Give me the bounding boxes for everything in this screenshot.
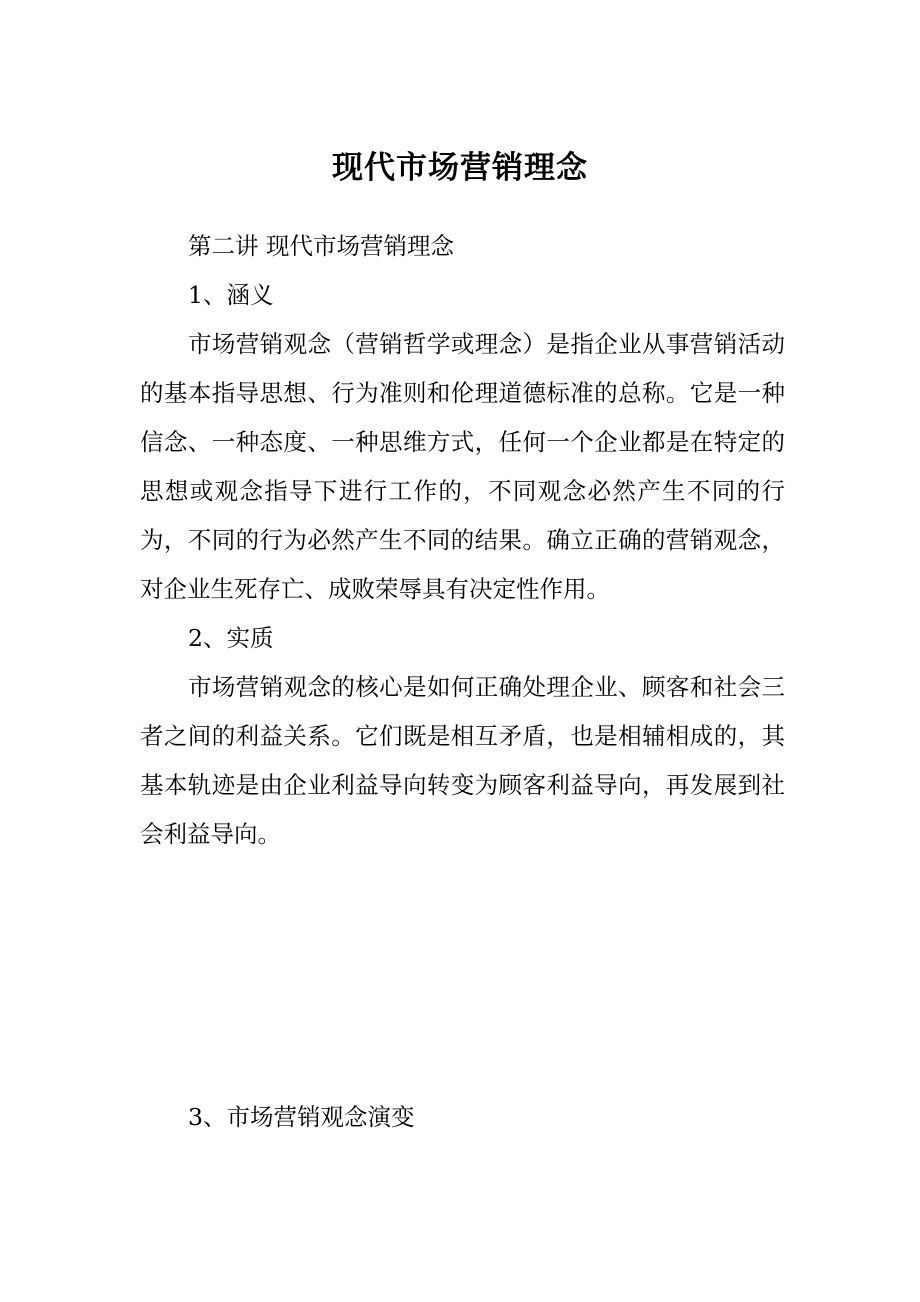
section-3-heading: 3、市场营销观念演变 [188, 1103, 415, 1131]
section-1-paragraph: 市场营销观念（营销哲学或理念）是指企业从事营销活动的基本指导思想、行为准则和伦理道德标准的总称。它是一种信念、一种态度、一种思维方式，任何一个企业都是在特定的思想或观念指导下进行工作的，不同观念必然产生不同的行为，不同的行为必然产生不同的结果。确立正确的营销观念，对企业生死存亡、成败荣辱具有决定性作用。 [140, 330, 785, 603]
document-title: 现代市场营销理念 [332, 150, 588, 186]
section-2-heading: 2、实质 [188, 624, 274, 652]
section-2-paragraph: 市场营销观念的核心是如何正确处理企业、顾客和社会三者之间的利益关系。它们既是相互矛盾，也是相辅相成的，其基本轨迹是由企业利益导向转变为顾客利益导向，再发展到社会利益导向。 [140, 673, 785, 848]
section-1-heading: 1、涵义 [188, 281, 274, 309]
lecture-heading: 第二讲 现代市场营销理念 [188, 232, 454, 260]
